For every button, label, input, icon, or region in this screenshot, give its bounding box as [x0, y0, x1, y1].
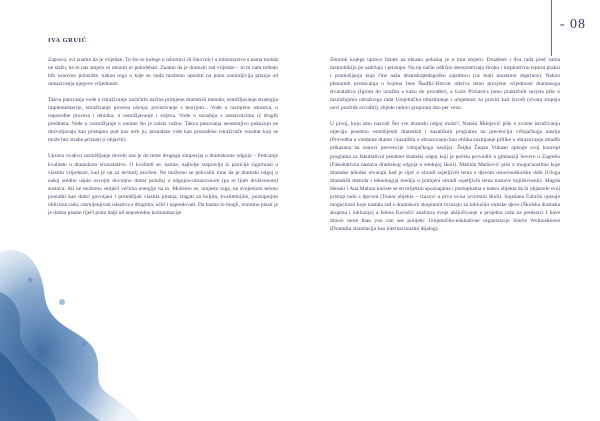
right-text-column	[330, 56, 560, 241]
paragraph: Takva putovanja vode u istraživanje različitih načina primjene dramskih metoda, osmišljavanje strategija implementacije, istraživanje procesa učenja, povezivanje s teorijom... Vode u razmjenu iskustva, u usporedbe procesa i tehnika, u osmišljavanje i srijeva. Vode u suradnju s nastavnicima iz drugih predmeta. Vode u razmišljanje o onome što je zaista važno. Takva putovanja nesumnjivo pokazuju ne dozvoljavaju kao postupno pod kao teče ju, pronalaze vide kao pronađene istraživače rezultat koji se može bez straha priznati (i objaviti).	[48, 97, 278, 144]
paragraph: Upravo ovakvo razmišljanje dovelo nas je do teme drugoga simpozija o dramskome odgoju – Poticanje kvalitete u dramskom stvaralaštvu. O kvaliteti se, naime, najbolje raspravlja iz pozicije sigurnosti u vlastitu vrijednost, kad je rat za teritorij završen. Ne možemo se pohvaliti time da je dramski odgoj u našoj sredini uspio osvojiti dovoljno dobar položaj u odgojno-obrazovnom (pa ni ljom društvenom) sustavu. Ali ne možemo stoljeći večima energije na to. Možemo se, umjesto toga, na svojemom terenu ponuditi kao dobri govoljani i promišljati vlastita pitanja, tragati za boljim, kvalitetnijim, postupnijim oblicima rada, razmijenjivati iskustva s drugima, učiti i napredovati. Da bismo to mogli, moramo pisati je je doista pisane riječi puno dalji od neposredne komunikacije.	[48, 153, 278, 216]
watercolor-ink-decoration	[0, 232, 140, 421]
left-text-column	[48, 56, 278, 225]
paragraph: U prvoj, koju smo nazvali Što sve dramski odgoj može?, Nataša Milojević piše o svome istraživanju utjecaja posebno osmišljenih dramskih i kazališnih programa na prevenciju vršnjačkoga nasilja (Provedba u vrednote drame i kazališta u obrazovanju kao oblika suzbijanje prilike u obrazovanju mladih prikazana na osnovi prevencije vršnjačkoga nasilja). Željka Župan Vukaan opisuje svoj koncept programa za fakultativni predmet dramski odgoj koji je počela provoditi u gimnaziji Severo u Zagrebu (Fakultativna nastava dramskog odgoja u srednjoj školi). Matilda Marković piše o mogućnostima koje dramske tehnike otvaraju kad je riječ o obradi osjetljivih tema s djecom osnovnoškolske dobi (Uloga dramskih metoda i tehnologija medija u primjeni obradi osjetljivih tema nastave književnosti). Magda Henski i Ana Malnar koriste se stvorljekim spoznajama i postupkama o teatru objekta da bi objasnile svoj pristup radu s djecom (Teatar objekta – izazovi u prvu ovisa izvornim školi). Snježana Čubrilo opisuje mogućnosti koje nastala rad s dramskom skupinom rovaraju za inkluziju romske djece (Školska dramska skupina i inkluzija) a Jelena Kovačić analizira svoje uključivanje u projektu radu na predstavi I have drawn more than you can see polijekc Umjetničko-edukativne organizacije Smrče Wolnosklowe (Dramska stanolacija kao internacionalni dijalog).	[330, 121, 560, 232]
paragraph: Zbornik kojega upravo listate na ekranu pokušaj je u tom smjeru. Dvadeset i dva rada pred vama razmotlikiju po sadržaju i pristupu. Na taj način odlično demonstriraju široku i inspirativnu lepezu praksi i promišljanja koja čine našu dramskopedagošku zajednicu (uz mali inozemni doprinos). Nakon plenarnih predavanja u kojima Ines Škuflić-Horvat otkriva temu procjene vrijednosti dramskoga stvaralaštva (Igrom do izražba a kako do proudbe), a Luće Pickard-s puno praktičnih savjeta piše o razmišnjima odražnoga rada Umjetnička obuzimanje i umjetnost za praviti kad izvodi (stvara stupnja novi posčnik izvoditi), slijede radovi grupirani oko per vezu.	[330, 57, 560, 112]
paragraph: Zapravo, svi znamo da je vrijedan. To što se kolege u izbornici ili činovnici u ministarstvu s nama mošda ne slažu, ne bi nas smjelo ni obuniti ni pokolebati. Znamo da je dramski rad vrijedan – to bi nam trebalo biti osnovno polazište, nakon toga u koje se onda možemo upustiti na puno zanimljivija pitanja od dokazivanja njegove vrijednosti.	[48, 57, 278, 88]
author-name: IVA GRUIĆ	[48, 37, 87, 44]
header-rule	[551, 0, 552, 56]
page-number: - 08	[559, 17, 586, 32]
